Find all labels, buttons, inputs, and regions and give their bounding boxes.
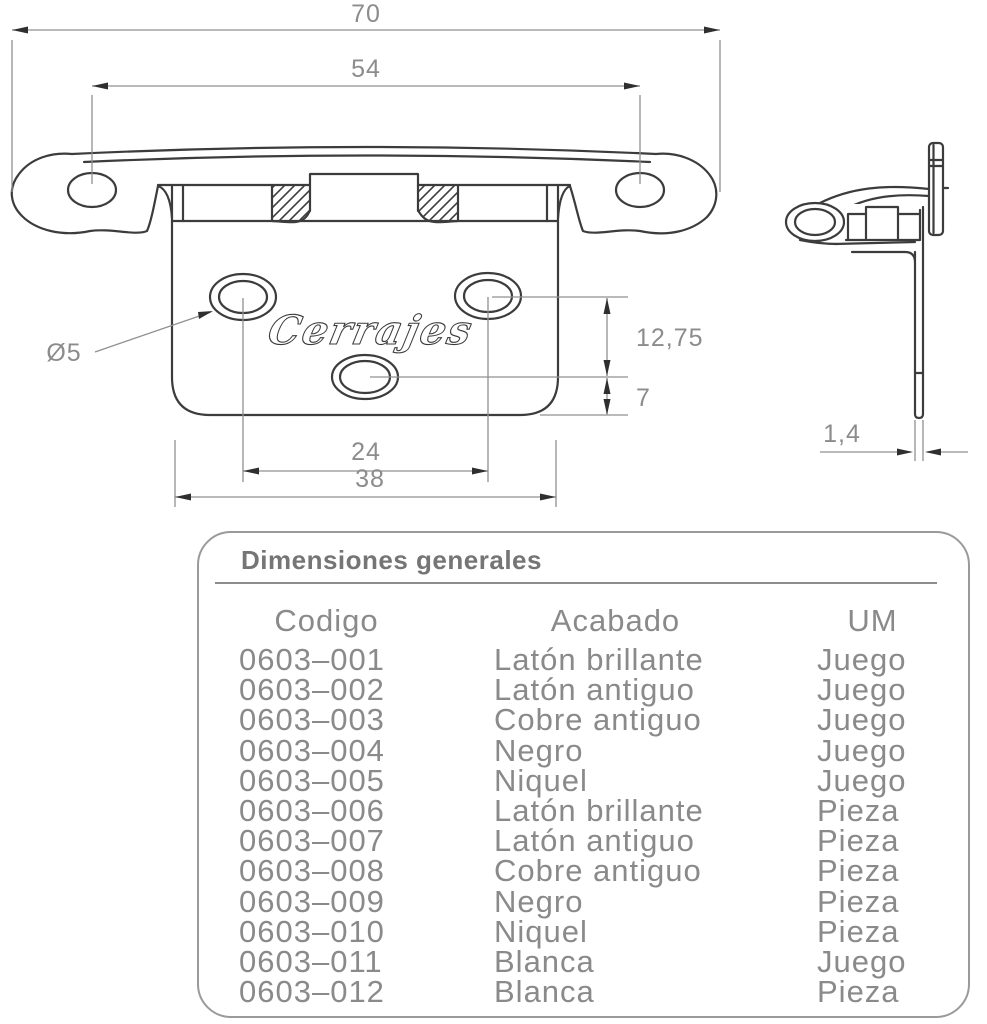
dimensions-table-panel — [197, 531, 970, 1018]
table-row — [199, 974, 968, 1010]
cell-um: Juego — [817, 943, 907, 979]
table-row — [199, 762, 968, 798]
cell-codigo: 0603–007 — [239, 823, 385, 859]
dim-overall-width: 70 — [351, 0, 381, 28]
cell-acabado: Latón brillante — [494, 792, 704, 828]
cell-um: Juego — [817, 732, 907, 768]
cell-codigo: 0603–006 — [239, 792, 385, 828]
cell-um: Juego — [817, 702, 907, 738]
cell-um: Pieza — [817, 883, 900, 919]
dim-hole-offset-vertical: 12,75 — [636, 324, 704, 352]
cell-um: Pieza — [817, 792, 900, 828]
cell-codigo: 0603–012 — [239, 974, 385, 1010]
cell-acabado: Blanca — [494, 974, 595, 1010]
table-row — [199, 943, 968, 979]
table-title: Dimensiones generales — [241, 545, 542, 575]
side-wing-plate — [929, 143, 943, 235]
cell-um: Juego — [817, 762, 907, 798]
table-row — [199, 732, 968, 768]
cell-um: Pieza — [817, 974, 900, 1010]
cell-codigo: 0603–009 — [239, 883, 385, 919]
dim-hole-pitch: 24 — [351, 438, 381, 466]
dim-plate-width: 38 — [355, 465, 385, 493]
cell-codigo: 0603–002 — [239, 672, 385, 708]
cell-um: Juego — [817, 672, 907, 708]
plate-outline — [172, 185, 558, 415]
cell-acabado: Cobre antiguo — [494, 853, 702, 889]
table-row — [199, 642, 968, 677]
cell-acabado: Latón antiguo — [494, 823, 695, 859]
table-body — [199, 642, 968, 1010]
cell-codigo: 0603–003 — [239, 702, 385, 738]
brand-logo-engraving: Cerrajes — [264, 306, 478, 354]
cell-acabado: Negro — [494, 732, 584, 768]
cell-acabado: Niquel — [494, 913, 588, 949]
dim-hole-span: 54 — [351, 55, 381, 83]
cell-codigo: 0603–005 — [239, 762, 385, 798]
cell-codigo: 0603–008 — [239, 853, 385, 889]
hinge-front-view — [12, 147, 717, 415]
table-row — [199, 792, 968, 828]
cell-um: Juego — [817, 642, 907, 677]
hinge-side-view — [786, 143, 948, 418]
cell-codigo: 0603–010 — [239, 913, 385, 949]
cell-codigo: 0603–004 — [239, 732, 385, 768]
col-header-codigo: Codigo — [274, 603, 379, 638]
cell-um: Pieza — [817, 823, 900, 859]
table-header-row — [199, 603, 968, 639]
knuckle-hatch-left — [272, 186, 310, 222]
dim-hole-diameter: Ø5 — [46, 339, 82, 367]
table-row — [199, 883, 968, 919]
cell-codigo: 0603–011 — [239, 943, 383, 979]
cell-acabado: Niquel — [494, 762, 588, 798]
cell-um: Pieza — [817, 853, 900, 889]
cell-acabado: Blanca — [494, 943, 595, 979]
cell-acabado: Latón brillante — [494, 642, 704, 677]
dim-material-thickness: 1,4 — [823, 420, 861, 448]
dim-hole-to-edge: 7 — [636, 384, 651, 412]
table-row — [199, 702, 968, 738]
cell-acabado: Latón antiguo — [494, 672, 695, 708]
cell-acabado: Negro — [494, 883, 584, 919]
table-row — [199, 672, 968, 708]
table-row — [199, 823, 968, 859]
table-row — [199, 853, 968, 889]
col-header-acabado: Acabado — [550, 603, 681, 638]
title-divider — [215, 582, 937, 584]
cell-codigo: 0603–001 — [239, 642, 385, 677]
col-header-um: UM — [847, 603, 898, 638]
cell-um: Pieza — [817, 913, 900, 949]
cell-acabado: Cobre antiguo — [494, 702, 702, 738]
table-row — [199, 913, 968, 949]
wing-strip-inner-edge — [84, 156, 650, 163]
